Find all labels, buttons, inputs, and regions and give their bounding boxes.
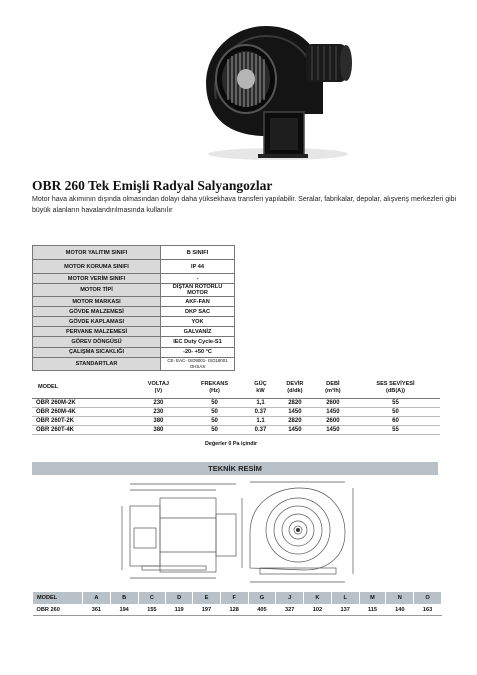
product-description: Motor hava akımının dışında olmasından dolayı daha yüksekhava transferi yapılabilir. Seralar, fabrikalar, depolar, alışveriş merkezleri gibi büyük alanların havalandırılmasında kullanılır — [32, 196, 457, 214]
spec-value: -20- +50 °C — [161, 347, 235, 357]
model-column-label: VOLTAJ — [147, 380, 169, 387]
model-row — [32, 416, 440, 425]
model-column-unit: kW — [256, 387, 265, 394]
model-column-header — [275, 378, 315, 398]
spec-row — [33, 347, 235, 357]
model-cell: OBR 260T-2K — [32, 416, 134, 425]
dimension-cell: 115 — [359, 605, 386, 616]
dimension-row — [33, 605, 442, 616]
dimension-column-header: B — [110, 592, 138, 605]
spec-value: DIŞTAN ROTORLU MOTOR — [161, 284, 235, 297]
model-cell: OBR 260M-4K — [32, 407, 134, 416]
model-column-header — [246, 378, 275, 398]
model-column-header — [183, 378, 246, 398]
dimension-cell: 137 — [331, 605, 359, 616]
model-column-unit: (V) — [154, 387, 163, 394]
spec-key: MOTOR MARKASI — [33, 297, 161, 307]
spec-row — [33, 260, 235, 274]
model-cell: 1.1 — [246, 416, 275, 425]
spec-row — [33, 274, 235, 284]
dimension-cell: 128 — [220, 605, 248, 616]
model-cell: 60 — [351, 416, 440, 425]
model-cell: 2820 — [275, 416, 315, 425]
model-cell: 2820 — [275, 398, 315, 407]
spec-key: GÖVDE KAPLAMASI — [33, 317, 161, 327]
model-row — [32, 398, 440, 407]
dimension-column-header: MODEL — [33, 592, 83, 605]
spec-value: CE- EAC- ISO9001- ISO18001 OHSAS — [161, 357, 235, 370]
dimension-table — [32, 591, 442, 616]
product-title: OBR 260 Tek Emişli Radyal Salyangozlar — [32, 178, 273, 193]
model-cell: 230 — [134, 407, 183, 416]
spec-key: PERVANE MALZEMESİ — [33, 327, 161, 337]
spec-row — [33, 357, 235, 370]
model-row — [32, 407, 440, 416]
technical-drawing-heading: TEKNİK RESİM — [32, 462, 438, 475]
model-column-header — [134, 378, 183, 398]
model-column-label: GÜÇ — [254, 380, 267, 387]
spec-row — [33, 337, 235, 347]
model-cell: 1450 — [275, 407, 315, 416]
dimension-cell: 197 — [193, 605, 221, 616]
model-column-unit: (d/dk) — [287, 387, 303, 394]
model-cell: 50 — [183, 398, 246, 407]
spec-key: MOTOR KORUMA SINIFI — [33, 260, 161, 274]
dimension-column-header: M — [359, 592, 386, 605]
model-cell: 1450 — [315, 425, 351, 434]
spec-row — [33, 307, 235, 317]
model-cell: 1450 — [275, 425, 315, 434]
dimension-column-header: N — [386, 592, 414, 605]
spec-table — [32, 245, 235, 371]
fan-product-photo — [188, 4, 358, 164]
model-column-header — [315, 378, 351, 398]
model-column-label: FREKANS — [201, 380, 229, 387]
model-cell: 2600 — [315, 398, 351, 407]
model-column-unit: (m³/h) — [325, 387, 341, 394]
model-cell: 50 — [183, 407, 246, 416]
model-cell: 2600 — [315, 416, 351, 425]
spec-key: MOTOR VERİM SINIFI — [33, 274, 161, 284]
model-row — [32, 425, 440, 434]
spec-key: STANDARTLAR — [33, 357, 161, 370]
dimension-cell: OBR 260 — [33, 605, 83, 616]
dimension-column-header: G — [248, 592, 276, 605]
dimension-cell: 361 — [83, 605, 111, 616]
model-cell: 50 — [183, 416, 246, 425]
model-cell: 50 — [183, 425, 246, 434]
dimension-cell: 163 — [414, 605, 442, 616]
dimension-column-header: F — [220, 592, 248, 605]
spec-key: ÇALIŞMA SICAKLIĞI — [33, 347, 161, 357]
dimension-cell: 155 — [138, 605, 166, 616]
dimension-column-header: A — [83, 592, 111, 605]
model-column-header — [32, 378, 134, 398]
spec-row — [33, 327, 235, 337]
spec-key: GÖVDE MALZEMESİ — [33, 307, 161, 317]
spec-value: IP 44 — [161, 260, 235, 274]
spec-key: GÖREV DÖNGÜSÜ — [33, 337, 161, 347]
model-cell: OBR 260M-2K — [32, 398, 134, 407]
model-column-header — [351, 378, 440, 398]
dimension-cell: 194 — [110, 605, 138, 616]
model-cell: 0.37 — [246, 425, 275, 434]
model-cell: OBR 260T-4K — [32, 425, 134, 434]
model-column-unit: (dB(A)) — [386, 387, 405, 394]
dimension-cell: 327 — [276, 605, 304, 616]
model-column-label: DEVİR — [286, 380, 304, 387]
model-cell: 55 — [351, 425, 440, 434]
spec-row — [33, 297, 235, 307]
model-cell: 0.37 — [246, 407, 275, 416]
model-cell: 1,1 — [246, 398, 275, 407]
dimension-cell: 102 — [304, 605, 332, 616]
spec-value: - — [161, 274, 235, 284]
model-cell: 55 — [351, 398, 440, 407]
spec-value: IEC Duty Cycle-S1 — [161, 337, 235, 347]
spec-row — [33, 317, 235, 327]
spec-value: DKP SAC — [161, 307, 235, 317]
dimension-column-header: O — [414, 592, 442, 605]
model-column-label: MODEL — [38, 384, 59, 391]
spec-value: B SINIFI — [161, 246, 235, 260]
spec-key: MOTOR YALITIM SINIFI — [33, 246, 161, 260]
technical-drawing — [100, 478, 360, 586]
dimension-column-header: K — [304, 592, 332, 605]
model-cell: 380 — [134, 425, 183, 434]
spec-value: AKF-FAN — [161, 297, 235, 307]
spec-value: YOK — [161, 317, 235, 327]
dimension-cell: 140 — [386, 605, 414, 616]
spec-row — [33, 246, 235, 260]
model-cell: 380 — [134, 416, 183, 425]
dimension-column-header: D — [166, 592, 193, 605]
dimension-column-header: L — [331, 592, 359, 605]
model-table — [32, 378, 440, 435]
model-column-label: SES SEVİYESİ — [376, 380, 415, 387]
model-column-label: DEBİ — [326, 380, 340, 387]
dimension-cell: 119 — [166, 605, 193, 616]
spec-key: MOTOR TİPİ — [33, 284, 161, 297]
dimension-column-header: J — [276, 592, 304, 605]
spec-row — [33, 284, 235, 297]
dimension-column-header: E — [193, 592, 221, 605]
spec-value: GALVANİZ — [161, 327, 235, 337]
values-note: Değerler 0 Pa içindir — [205, 441, 258, 447]
model-cell: 1450 — [315, 407, 351, 416]
model-column-unit: (Hz) — [209, 387, 220, 394]
dimension-cell: 405 — [248, 605, 276, 616]
model-cell: 230 — [134, 398, 183, 407]
dimension-column-header: C — [138, 592, 166, 605]
model-cell: 50 — [351, 407, 440, 416]
